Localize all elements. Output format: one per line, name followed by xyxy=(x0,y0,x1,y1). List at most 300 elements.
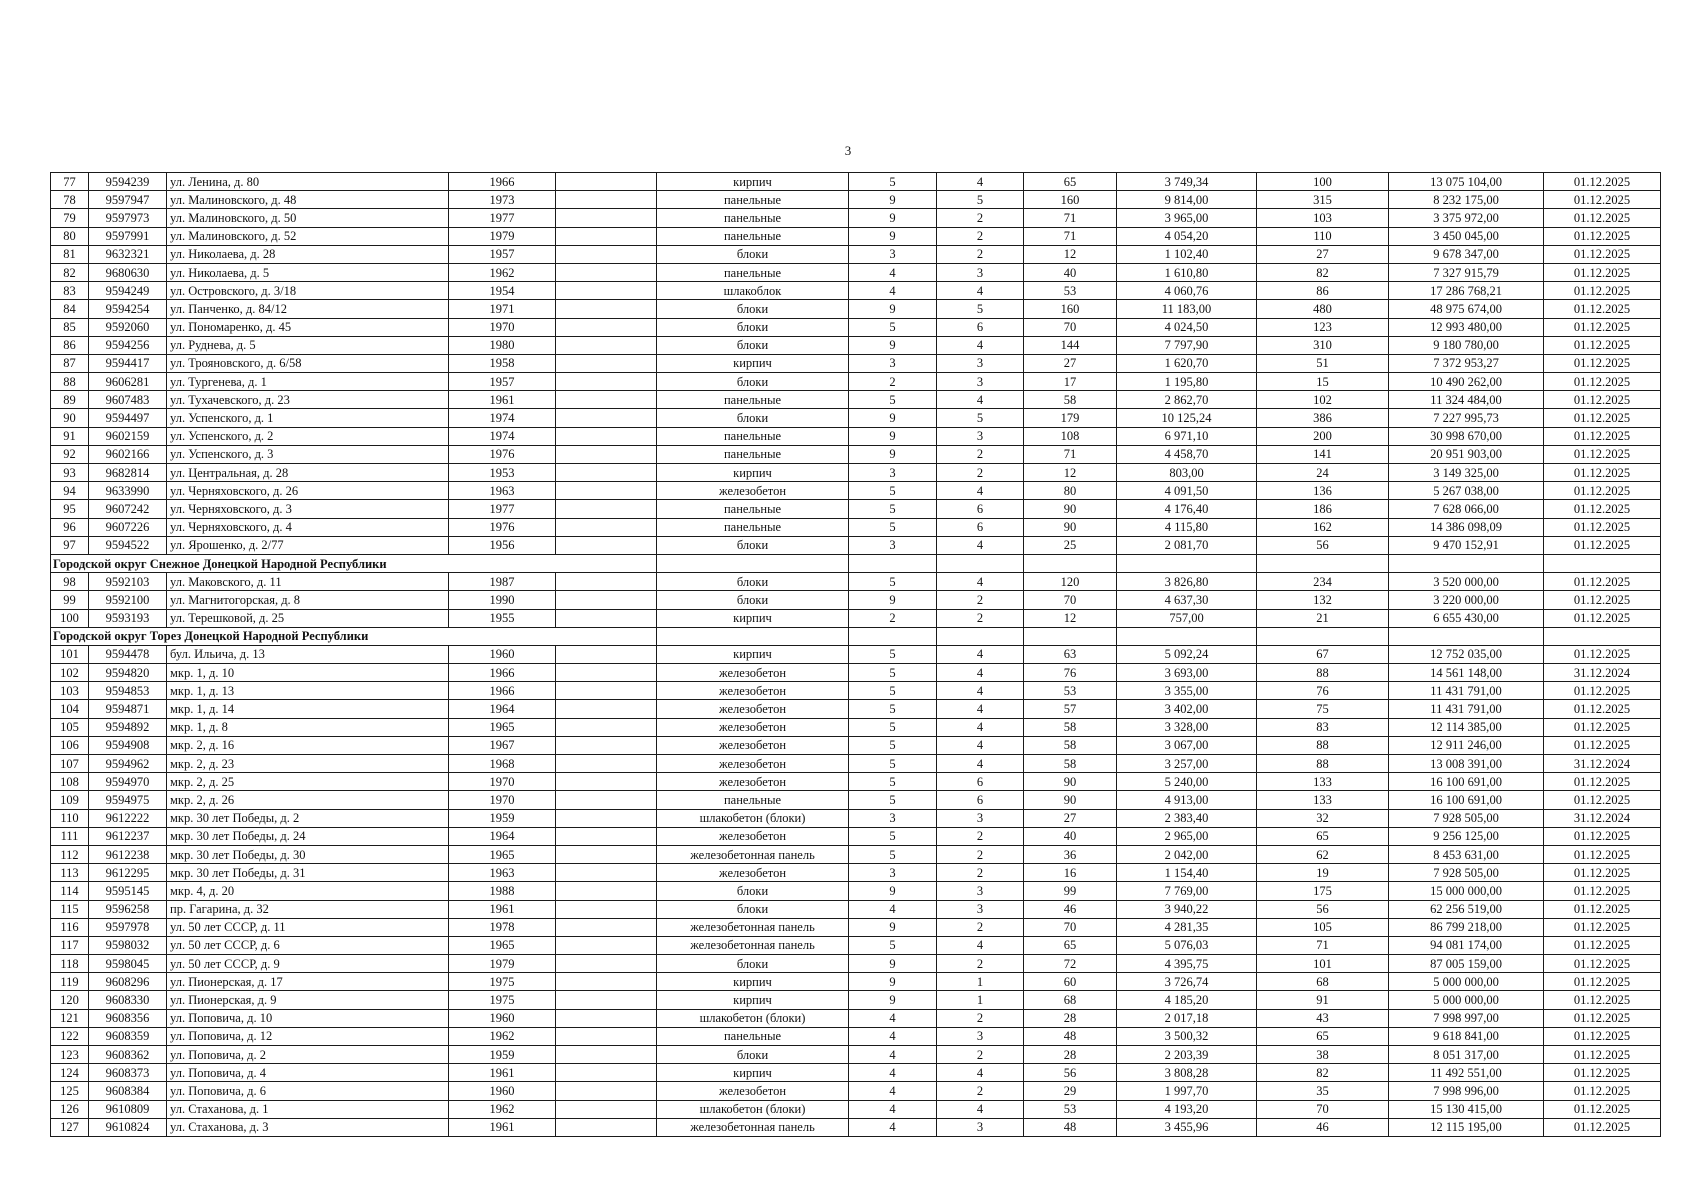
cost-cell: 20 951 903,00 xyxy=(1389,445,1544,463)
address-cell: ул. Малиновского, д. 48 xyxy=(167,191,449,209)
deadline-cell: 01.12.2025 xyxy=(1544,318,1661,336)
floors-cell: 5 xyxy=(849,791,937,809)
apartments-cell: 99 xyxy=(1024,882,1117,900)
empty-cell-cell xyxy=(556,991,657,1009)
apartments-cell: 71 xyxy=(1024,445,1117,463)
apartments-cell: 108 xyxy=(1024,427,1117,445)
row-number-cell: 107 xyxy=(51,755,89,773)
residents-cell: 310 xyxy=(1257,336,1389,354)
object-id-cell: 9594871 xyxy=(89,700,167,718)
wall-material-cell: панельные xyxy=(657,263,849,281)
wall-material-cell: железобетонная панель xyxy=(657,1118,849,1136)
empty-cell-cell xyxy=(556,464,657,482)
year-built-cell: 1963 xyxy=(449,482,556,500)
table-row xyxy=(51,900,1661,918)
address-cell: ул. Черняховского, д. 26 xyxy=(167,482,449,500)
apartments-cell: 57 xyxy=(1024,700,1117,718)
cost-cell: 87 005 159,00 xyxy=(1389,955,1544,973)
floors-cell: 4 xyxy=(849,900,937,918)
address-cell: мкр. 1, д. 13 xyxy=(167,682,449,700)
address-cell: ул. Тухачевского, д. 23 xyxy=(167,391,449,409)
area-cell: 4 281,35 xyxy=(1117,918,1257,936)
year-built-cell: 1978 xyxy=(449,918,556,936)
deadline-cell: 01.12.2025 xyxy=(1544,518,1661,536)
deadline-cell: 01.12.2025 xyxy=(1544,1118,1661,1136)
address-cell: ул. Успенского, д. 3 xyxy=(167,445,449,463)
deadline-cell: 01.12.2025 xyxy=(1544,573,1661,591)
table-row xyxy=(51,573,1661,591)
year-built-cell: 1976 xyxy=(449,445,556,463)
cost-cell: 12 114 385,00 xyxy=(1389,718,1544,736)
table-row xyxy=(51,245,1661,263)
wall-material-cell: железобетон xyxy=(657,682,849,700)
table-row xyxy=(51,827,1661,845)
table-row xyxy=(51,263,1661,281)
year-built-cell: 1961 xyxy=(449,1118,556,1136)
area-cell: 7 769,00 xyxy=(1117,882,1257,900)
row-number-cell: 91 xyxy=(51,427,89,445)
row-number-cell: 120 xyxy=(51,991,89,1009)
table-row xyxy=(51,391,1661,409)
year-built-cell: 1977 xyxy=(449,209,556,227)
area-cell: 1 102,40 xyxy=(1117,245,1257,263)
cost-cell: 12 752 035,00 xyxy=(1389,645,1544,663)
year-built-cell: 1957 xyxy=(449,373,556,391)
apartments-cell: 90 xyxy=(1024,773,1117,791)
year-built-cell: 1966 xyxy=(449,682,556,700)
empty-cell-cell xyxy=(556,1100,657,1118)
area-cell: 3 826,80 xyxy=(1117,573,1257,591)
apartments-cell: 48 xyxy=(1024,1118,1117,1136)
empty-cell-cell xyxy=(556,955,657,973)
row-number-cell: 77 xyxy=(51,173,89,191)
deadline-cell: 31.12.2024 xyxy=(1544,664,1661,682)
residents-cell: 82 xyxy=(1257,263,1389,281)
empty-cell-cell xyxy=(556,373,657,391)
cost-cell: 12 911 246,00 xyxy=(1389,736,1544,754)
floors-cell: 5 xyxy=(849,482,937,500)
row-number-cell: 84 xyxy=(51,300,89,318)
residents-cell: 76 xyxy=(1257,682,1389,700)
empty-cell-cell xyxy=(556,191,657,209)
entrances-cell: 4 xyxy=(937,573,1024,591)
wall-material-cell: панельные xyxy=(657,227,849,245)
residents-cell: 75 xyxy=(1257,700,1389,718)
object-id-cell: 9594892 xyxy=(89,718,167,736)
address-cell: ул. Черняховского, д. 4 xyxy=(167,518,449,536)
floors-cell: 5 xyxy=(849,718,937,736)
empty-cell-cell xyxy=(556,518,657,536)
empty-cell-cell xyxy=(556,536,657,554)
residents-cell: 15 xyxy=(1257,373,1389,391)
area-cell: 5 240,00 xyxy=(1117,773,1257,791)
floors-cell: 4 xyxy=(849,1027,937,1045)
table-row xyxy=(51,373,1661,391)
address-cell: мкр. 2, д. 26 xyxy=(167,791,449,809)
residents-cell: 83 xyxy=(1257,718,1389,736)
apartments-cell: 25 xyxy=(1024,536,1117,554)
entrances-cell: 1 xyxy=(937,973,1024,991)
apartments-cell: 58 xyxy=(1024,391,1117,409)
deadline-cell: 01.12.2025 xyxy=(1544,354,1661,372)
year-built-cell: 1963 xyxy=(449,864,556,882)
table-row xyxy=(51,664,1661,682)
address-cell: ул. Черняховского, д. 3 xyxy=(167,500,449,518)
object-id-cell: 9594962 xyxy=(89,755,167,773)
empty-cell-cell xyxy=(556,773,657,791)
object-id-cell: 9632321 xyxy=(89,245,167,263)
wall-material-cell: блоки xyxy=(657,336,849,354)
cost-cell: 12 115 195,00 xyxy=(1389,1118,1544,1136)
apartments-cell: 179 xyxy=(1024,409,1117,427)
wall-material-cell: кирпич xyxy=(657,973,849,991)
section-empty-cell xyxy=(937,627,1024,645)
table-row xyxy=(51,1100,1661,1118)
floors-cell: 4 xyxy=(849,1064,937,1082)
entrances-cell: 4 xyxy=(937,1064,1024,1082)
cost-cell: 13 008 391,00 xyxy=(1389,755,1544,773)
row-number-cell: 117 xyxy=(51,936,89,954)
cost-cell: 11 492 551,00 xyxy=(1389,1064,1544,1082)
entrances-cell: 5 xyxy=(937,300,1024,318)
floors-cell: 9 xyxy=(849,336,937,354)
entrances-cell: 6 xyxy=(937,791,1024,809)
area-cell: 3 693,00 xyxy=(1117,664,1257,682)
address-cell: мкр. 1, д. 8 xyxy=(167,718,449,736)
entrances-cell: 5 xyxy=(937,191,1024,209)
empty-cell-cell xyxy=(556,209,657,227)
object-id-cell: 9594522 xyxy=(89,536,167,554)
residents-cell: 100 xyxy=(1257,173,1389,191)
apartments-cell: 68 xyxy=(1024,991,1117,1009)
object-id-cell: 9594254 xyxy=(89,300,167,318)
object-id-cell: 9610809 xyxy=(89,1100,167,1118)
wall-material-cell: железобетон xyxy=(657,864,849,882)
empty-cell-cell xyxy=(556,609,657,627)
entrances-cell: 6 xyxy=(937,500,1024,518)
entrances-cell: 3 xyxy=(937,354,1024,372)
apartments-cell: 63 xyxy=(1024,645,1117,663)
year-built-cell: 1962 xyxy=(449,263,556,281)
object-id-cell: 9594820 xyxy=(89,664,167,682)
year-built-cell: 1977 xyxy=(449,500,556,518)
apartments-cell: 76 xyxy=(1024,664,1117,682)
wall-material-cell: панельные xyxy=(657,445,849,463)
area-cell: 4 176,40 xyxy=(1117,500,1257,518)
entrances-cell: 4 xyxy=(937,700,1024,718)
housing-register-table xyxy=(50,172,1661,1137)
object-id-cell: 9594249 xyxy=(89,282,167,300)
empty-cell-cell xyxy=(556,645,657,663)
row-number-cell: 106 xyxy=(51,736,89,754)
year-built-cell: 1980 xyxy=(449,336,556,354)
year-built-cell: 1956 xyxy=(449,536,556,554)
apartments-cell: 28 xyxy=(1024,1009,1117,1027)
row-number-cell: 99 xyxy=(51,591,89,609)
address-cell: ул. Центральная, д. 28 xyxy=(167,464,449,482)
address-cell: ул. Панченко, д. 84/12 xyxy=(167,300,449,318)
cost-cell: 12 993 480,00 xyxy=(1389,318,1544,336)
wall-material-cell: шлакобетон (блоки) xyxy=(657,1100,849,1118)
wall-material-cell: железобетон xyxy=(657,736,849,754)
floors-cell: 3 xyxy=(849,809,937,827)
address-cell: ул. 50 лет СССР, д. 11 xyxy=(167,918,449,936)
residents-cell: 67 xyxy=(1257,645,1389,663)
wall-material-cell: панельные xyxy=(657,427,849,445)
apartments-cell: 27 xyxy=(1024,809,1117,827)
row-number-cell: 80 xyxy=(51,227,89,245)
apartments-cell: 65 xyxy=(1024,173,1117,191)
row-number-cell: 125 xyxy=(51,1082,89,1100)
empty-cell-cell xyxy=(556,263,657,281)
row-number-cell: 102 xyxy=(51,664,89,682)
row-number-cell: 122 xyxy=(51,1027,89,1045)
residents-cell: 71 xyxy=(1257,936,1389,954)
table-row xyxy=(51,1082,1661,1100)
deadline-cell: 01.12.2025 xyxy=(1544,500,1661,518)
residents-cell: 62 xyxy=(1257,845,1389,863)
row-number-cell: 105 xyxy=(51,718,89,736)
table-row xyxy=(51,354,1661,372)
area-cell: 5 076,03 xyxy=(1117,936,1257,954)
entrances-cell: 3 xyxy=(937,263,1024,281)
table-row xyxy=(51,864,1661,882)
deadline-cell: 01.12.2025 xyxy=(1544,900,1661,918)
residents-cell: 32 xyxy=(1257,809,1389,827)
entrances-cell: 1 xyxy=(937,991,1024,1009)
year-built-cell: 1958 xyxy=(449,354,556,372)
address-cell: ул. Тургенева, д. 1 xyxy=(167,373,449,391)
cost-cell: 3 220 000,00 xyxy=(1389,591,1544,609)
wall-material-cell: блоки xyxy=(657,318,849,336)
address-cell: ул. Пономаренко, д. 45 xyxy=(167,318,449,336)
entrances-cell: 4 xyxy=(937,336,1024,354)
apartments-cell: 56 xyxy=(1024,1064,1117,1082)
row-number-cell: 115 xyxy=(51,900,89,918)
wall-material-cell: железобетон xyxy=(657,664,849,682)
apartments-cell: 70 xyxy=(1024,318,1117,336)
year-built-cell: 1961 xyxy=(449,391,556,409)
residents-cell: 19 xyxy=(1257,864,1389,882)
floors-cell: 3 xyxy=(849,464,937,482)
empty-cell-cell xyxy=(556,300,657,318)
cost-cell: 7 998 997,00 xyxy=(1389,1009,1544,1027)
address-cell: ул. Ленина, д. 80 xyxy=(167,173,449,191)
entrances-cell: 6 xyxy=(937,318,1024,336)
entrances-cell: 5 xyxy=(937,409,1024,427)
apartments-cell: 71 xyxy=(1024,227,1117,245)
section-empty-cell xyxy=(1024,627,1117,645)
entrances-cell: 4 xyxy=(937,391,1024,409)
year-built-cell: 1974 xyxy=(449,427,556,445)
cost-cell: 9 470 152,91 xyxy=(1389,536,1544,554)
year-built-cell: 1955 xyxy=(449,609,556,627)
table-row xyxy=(51,409,1661,427)
cost-cell: 8 051 317,00 xyxy=(1389,1046,1544,1064)
deadline-cell: 01.12.2025 xyxy=(1544,391,1661,409)
table-row xyxy=(51,591,1661,609)
area-cell: 1 620,70 xyxy=(1117,354,1257,372)
entrances-cell: 2 xyxy=(937,245,1024,263)
entrances-cell: 3 xyxy=(937,900,1024,918)
table-row xyxy=(51,1009,1661,1027)
row-number-cell: 108 xyxy=(51,773,89,791)
object-id-cell: 9594239 xyxy=(89,173,167,191)
residents-cell: 101 xyxy=(1257,955,1389,973)
year-built-cell: 1968 xyxy=(449,755,556,773)
deadline-cell: 01.12.2025 xyxy=(1544,773,1661,791)
table-row xyxy=(51,955,1661,973)
empty-cell-cell xyxy=(556,500,657,518)
object-id-cell: 9608384 xyxy=(89,1082,167,1100)
cost-cell: 14 561 148,00 xyxy=(1389,664,1544,682)
table-row xyxy=(51,518,1661,536)
object-id-cell: 9592060 xyxy=(89,318,167,336)
address-cell: ул. Маковского, д. 11 xyxy=(167,573,449,591)
year-built-cell: 1957 xyxy=(449,245,556,263)
wall-material-cell: кирпич xyxy=(657,1064,849,1082)
year-built-cell: 1959 xyxy=(449,809,556,827)
row-number-cell: 110 xyxy=(51,809,89,827)
section-empty-cell xyxy=(1544,554,1661,572)
floors-cell: 9 xyxy=(849,918,937,936)
address-cell: пр. Гагарина, д. 32 xyxy=(167,900,449,918)
object-id-cell: 9608330 xyxy=(89,991,167,1009)
area-cell: 4 395,75 xyxy=(1117,955,1257,973)
table-row xyxy=(51,991,1661,1009)
row-number-cell: 126 xyxy=(51,1100,89,1118)
area-cell: 10 125,24 xyxy=(1117,409,1257,427)
address-cell: ул. Малиновского, д. 52 xyxy=(167,227,449,245)
empty-cell-cell xyxy=(556,409,657,427)
object-id-cell: 9594478 xyxy=(89,645,167,663)
year-built-cell: 1970 xyxy=(449,773,556,791)
wall-material-cell: кирпич xyxy=(657,991,849,1009)
apartments-cell: 40 xyxy=(1024,263,1117,281)
deadline-cell: 01.12.2025 xyxy=(1544,536,1661,554)
table-row xyxy=(51,500,1661,518)
residents-cell: 102 xyxy=(1257,391,1389,409)
wall-material-cell: железобетон xyxy=(657,718,849,736)
residents-cell: 88 xyxy=(1257,736,1389,754)
row-number-cell: 116 xyxy=(51,918,89,936)
wall-material-cell: кирпич xyxy=(657,609,849,627)
empty-cell-cell xyxy=(556,1064,657,1082)
entrances-cell: 2 xyxy=(937,1046,1024,1064)
cost-cell: 7 928 505,00 xyxy=(1389,864,1544,882)
apartments-cell: 12 xyxy=(1024,464,1117,482)
object-id-cell: 9610824 xyxy=(89,1118,167,1136)
area-cell: 4 024,50 xyxy=(1117,318,1257,336)
floors-cell: 9 xyxy=(849,973,937,991)
row-number-cell: 97 xyxy=(51,536,89,554)
cost-cell: 3 450 045,00 xyxy=(1389,227,1544,245)
empty-cell-cell xyxy=(556,664,657,682)
table-row xyxy=(51,445,1661,463)
deadline-cell: 01.12.2025 xyxy=(1544,173,1661,191)
residents-cell: 105 xyxy=(1257,918,1389,936)
year-built-cell: 1974 xyxy=(449,409,556,427)
wall-material-cell: блоки xyxy=(657,1046,849,1064)
residents-cell: 103 xyxy=(1257,209,1389,227)
object-id-cell: 9612222 xyxy=(89,809,167,827)
empty-cell-cell xyxy=(556,591,657,609)
row-number-cell: 87 xyxy=(51,354,89,372)
deadline-cell: 01.12.2025 xyxy=(1544,1027,1661,1045)
wall-material-cell: кирпич xyxy=(657,354,849,372)
table-row xyxy=(51,282,1661,300)
row-number-cell: 94 xyxy=(51,482,89,500)
empty-cell-cell xyxy=(556,809,657,827)
area-cell: 1 195,80 xyxy=(1117,373,1257,391)
empty-cell-cell xyxy=(556,445,657,463)
cost-cell: 30 998 670,00 xyxy=(1389,427,1544,445)
floors-cell: 4 xyxy=(849,263,937,281)
cost-cell: 11 431 791,00 xyxy=(1389,682,1544,700)
row-number-cell: 127 xyxy=(51,1118,89,1136)
deadline-cell: 01.12.2025 xyxy=(1544,427,1661,445)
floors-cell: 5 xyxy=(849,700,937,718)
table-row xyxy=(51,1064,1661,1082)
floors-cell: 5 xyxy=(849,645,937,663)
floors-cell: 9 xyxy=(849,300,937,318)
wall-material-cell: панельные xyxy=(657,391,849,409)
apartments-cell: 90 xyxy=(1024,500,1117,518)
floors-cell: 5 xyxy=(849,391,937,409)
address-cell: мкр. 30 лет Победы, д. 2 xyxy=(167,809,449,827)
floors-cell: 4 xyxy=(849,1009,937,1027)
year-built-cell: 1979 xyxy=(449,227,556,245)
deadline-cell: 01.12.2025 xyxy=(1544,882,1661,900)
residents-cell: 24 xyxy=(1257,464,1389,482)
residents-cell: 133 xyxy=(1257,791,1389,809)
apartments-cell: 53 xyxy=(1024,682,1117,700)
residents-cell: 88 xyxy=(1257,755,1389,773)
apartments-cell: 80 xyxy=(1024,482,1117,500)
year-built-cell: 1965 xyxy=(449,845,556,863)
cost-cell: 6 655 430,00 xyxy=(1389,609,1544,627)
deadline-cell: 01.12.2025 xyxy=(1544,336,1661,354)
residents-cell: 46 xyxy=(1257,1118,1389,1136)
section-empty-cell xyxy=(937,554,1024,572)
deadline-cell: 01.12.2025 xyxy=(1544,1100,1661,1118)
table-row xyxy=(51,645,1661,663)
deadline-cell: 01.12.2025 xyxy=(1544,191,1661,209)
object-id-cell: 9597991 xyxy=(89,227,167,245)
address-cell: ул. Стаханова, д. 3 xyxy=(167,1118,449,1136)
address-cell: ул. Островского, д. 3/18 xyxy=(167,282,449,300)
object-id-cell: 9594417 xyxy=(89,354,167,372)
row-number-cell: 101 xyxy=(51,645,89,663)
entrances-cell: 4 xyxy=(937,282,1024,300)
object-id-cell: 9594256 xyxy=(89,336,167,354)
year-built-cell: 1964 xyxy=(449,700,556,718)
floors-cell: 5 xyxy=(849,664,937,682)
row-number-cell: 123 xyxy=(51,1046,89,1064)
cost-cell: 9 618 841,00 xyxy=(1389,1027,1544,1045)
section-empty-cell xyxy=(1389,554,1544,572)
wall-material-cell: панельные xyxy=(657,500,849,518)
entrances-cell: 6 xyxy=(937,518,1024,536)
residents-cell: 136 xyxy=(1257,482,1389,500)
empty-cell-cell xyxy=(556,864,657,882)
empty-cell-cell xyxy=(556,1027,657,1045)
year-built-cell: 1961 xyxy=(449,1064,556,1082)
floors-cell: 5 xyxy=(849,500,937,518)
table-row xyxy=(51,227,1661,245)
table-row xyxy=(51,736,1661,754)
apartments-cell: 60 xyxy=(1024,973,1117,991)
